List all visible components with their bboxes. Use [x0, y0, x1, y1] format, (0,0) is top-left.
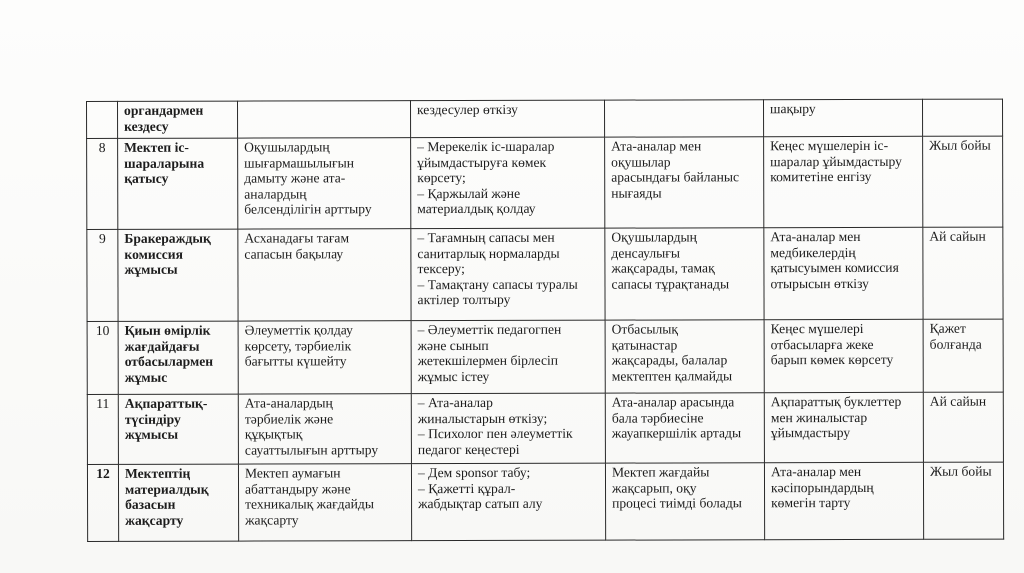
table-row	[87, 227, 1003, 321]
implementation-method-line: көмегін тарту	[771, 495, 851, 511]
expected-result-cell	[605, 463, 764, 540]
implementation-method-line: барып көмек көрсету	[770, 352, 894, 368]
deadline-line: Ай сайын	[929, 393, 987, 409]
activity-actions-line: санитарлық нормаларды	[417, 245, 560, 261]
activity-actions-line: – Әлеуметтік педагогпен	[417, 321, 562, 338]
activity-goal-line: аналардың	[244, 186, 307, 202]
implementation-method-line: комитетіне енгізу	[770, 169, 872, 185]
implementation-method-line: медбикелердің	[770, 244, 856, 260]
expected-result-cell	[604, 100, 763, 137]
activity-actions-line: жиналыстарын өткізу;	[417, 410, 548, 426]
activity-name-cell	[118, 464, 238, 541]
activity-goal-line: сауаттылығын арттыру	[244, 442, 379, 458]
activity-name-line: базасын	[125, 496, 176, 513]
deadline-cell	[922, 99, 1002, 136]
expected-result-line: арасындағы байланыс	[611, 169, 740, 185]
row-number-cell	[87, 394, 118, 464]
activity-goal-line: Ата-аналардың	[244, 395, 333, 411]
expected-result-cell	[605, 320, 764, 393]
activity-actions-cell	[411, 228, 605, 321]
activity-goal-line: техникалық жағдайды	[245, 496, 374, 512]
activity-goal-line: тәрбиелік және	[244, 410, 334, 427]
expected-result-line: жауапкершілік артады	[611, 425, 742, 441]
deadline-line: Ай сайын	[929, 228, 986, 244]
implementation-method-line: кәсіпорындардың	[770, 479, 874, 495]
activity-goal-line: құқықтық	[244, 426, 303, 442]
expected-result-line: оқушылар	[611, 154, 671, 170]
activity-name-line: Бракераждық	[124, 230, 211, 246]
activity-name-cell	[118, 138, 238, 229]
row-number-cell	[87, 229, 118, 321]
activity-actions-line: педагог кеңестері	[417, 441, 520, 457]
activity-actions-line: материалдық қолдау	[417, 201, 536, 217]
activity-name-cell	[118, 321, 238, 394]
activity-goal-cell	[238, 464, 411, 541]
expected-result-line: Ата-аналар арасында	[611, 394, 735, 410]
expected-result-line: сапасы тұрақтанады	[611, 276, 730, 292]
expected-result-line: Ата-аналар мен	[611, 138, 702, 154]
row-number-cell	[87, 138, 118, 229]
activity-actions-line: жабдықтар сатып алу	[418, 495, 543, 512]
activity-name-line: комиссия	[124, 246, 183, 262]
activity-name-line: түсіндіру	[124, 411, 181, 427]
activity-name-line: Ақпараттық-	[124, 395, 208, 411]
expected-result-line: жақсарып, оқу	[611, 479, 697, 496]
expected-result-line: процесі тиімді болады	[612, 495, 742, 511]
activity-goal-line: Оқушылардың	[244, 139, 330, 155]
activity-actions-line: ұйымдастыруға көмек	[417, 154, 547, 170]
row-number-cell	[87, 464, 118, 541]
implementation-method-line: шақыру	[770, 101, 816, 117]
row-number: 11	[96, 395, 110, 411]
activity-name-line: отбасылармен	[124, 353, 214, 370]
activity-name-line: қатысу	[124, 170, 169, 187]
expected-result-cell	[605, 137, 764, 228]
activity-name-line: Мектеп іс-	[124, 139, 189, 155]
implementation-method-cell	[764, 227, 923, 319]
activity-name-cell	[118, 229, 238, 321]
activity-actions-cell	[411, 320, 605, 394]
table-row	[87, 392, 1003, 464]
activity-actions-line: – Тағамның сапасы мен	[417, 229, 555, 246]
activity-goal-line: абаттандыру және	[244, 480, 351, 497]
activity-actions-line: актілер толтыру	[417, 292, 511, 308]
expected-result-line: Оқушылардың	[611, 229, 697, 245]
implementation-method-line: Кеңес мүшелері	[770, 320, 864, 337]
row-number-cell	[87, 321, 118, 394]
implementation-method-cell	[763, 99, 922, 136]
deadline-cell	[923, 227, 1003, 319]
row-number: 9	[98, 230, 106, 246]
activity-name-line: жақсарту	[125, 512, 184, 528]
implementation-method-line: Кеңес мүшелерін іс-	[770, 137, 889, 154]
implementation-method-line: отырысын өткізу	[770, 275, 869, 291]
activity-actions-line: тексеру;	[417, 261, 465, 277]
activity-actions-cell	[411, 137, 605, 229]
deadline-cell	[923, 462, 1003, 539]
table-row	[87, 99, 1003, 138]
implementation-method-line: ұйымдастыру	[770, 425, 851, 441]
activity-goal-line: Мектеп аумағын	[244, 465, 341, 481]
activity-actions-line: кездесулер өткізу	[417, 101, 518, 118]
activity-actions-line: көрсету;	[417, 170, 466, 186]
activity-actions-line: – Психолог пен әлеуметтік	[417, 425, 573, 442]
activity-actions-cell	[411, 393, 605, 464]
activity-actions-line: жетекшілермен бірлесіп	[417, 352, 559, 369]
row-number: 8	[98, 139, 106, 155]
expected-result-line: нығаяды	[611, 185, 662, 201]
implementation-method-line: Ата-аналар мен	[770, 463, 862, 480]
activity-name-line: материалдық	[124, 481, 209, 497]
activity-goal-line: жақсарту	[245, 512, 299, 528]
activity-goal-line: бағытты күшейту	[244, 353, 347, 369]
activity-actions-line: – Қаржылай және	[417, 185, 521, 201]
deadline-line: Қажет	[929, 320, 966, 336]
expected-result-line: мектептен қалмайды	[611, 368, 733, 384]
implementation-method-line: шаралар ұйымдастыру	[770, 153, 902, 169]
activity-goal-cell	[238, 321, 411, 394]
expected-result-line: денсаулығы	[611, 245, 681, 261]
row-number: 12	[96, 465, 110, 481]
activity-plan-table	[86, 99, 1004, 542]
implementation-method-line: отбасыларға жеке	[770, 336, 874, 352]
activity-goal-line: Асханадағы тағам	[244, 230, 350, 246]
activity-actions-cell	[411, 100, 605, 138]
activity-actions-line: – Дем sponsor табу;	[417, 464, 531, 481]
implementation-method-line: Ата-аналар мен	[770, 228, 861, 245]
activity-goal-cell	[238, 394, 411, 464]
row-number-cell	[87, 101, 118, 138]
activity-goal-cell	[238, 101, 411, 138]
activity-goal-line: белсенділігін арттыру	[244, 201, 372, 217]
activity-actions-line: – Ата-аналар	[417, 394, 493, 411]
deadline-cell	[923, 136, 1003, 227]
activity-name-cell	[118, 394, 238, 464]
expected-result-line: жақсарады, тамақ	[611, 260, 715, 276]
deadline-line: Жыл бойы	[929, 137, 991, 153]
activity-actions-line: – Тамақтану сапасы туралы	[417, 276, 578, 292]
activity-actions-line: – Қажетті құрал-	[417, 480, 516, 496]
activity-name-line: Мектептің	[124, 465, 191, 481]
activity-name-line: шараларына	[124, 155, 205, 171]
activity-goal-cell	[238, 138, 411, 229]
activity-name-line: органдармен	[124, 102, 204, 118]
expected-result-line: бала тәрбиесіне	[611, 409, 704, 426]
implementation-method-line: қатысуымен комиссия	[770, 260, 899, 276]
table-row	[87, 136, 1003, 229]
implementation-method-cell	[764, 462, 923, 539]
activity-name-line: жұмыс	[124, 369, 168, 385]
activity-actions-line: және сынып	[417, 337, 489, 353]
activity-actions-line: – Мерекелік іс-шаралар	[417, 138, 555, 155]
deadline-line: болғанда	[929, 336, 982, 352]
activity-goal-line: сапасын бақылау	[244, 245, 344, 262]
implementation-method-cell	[764, 319, 923, 392]
deadline-cell	[923, 319, 1003, 392]
row-number: 10	[95, 322, 110, 338]
expected-result-cell	[605, 228, 764, 320]
implementation-method-cell	[764, 392, 923, 462]
table-row	[87, 319, 1003, 394]
activity-name-cell	[118, 101, 238, 138]
activity-goal-cell	[238, 229, 411, 321]
activity-goal-line: дамыту және ата-	[244, 170, 346, 186]
activity-name-line: жұмысы	[124, 261, 178, 278]
table-row	[87, 462, 1003, 541]
deadline-line: Жыл бойы	[929, 463, 992, 479]
deadline-cell	[923, 392, 1003, 462]
expected-result-cell	[605, 393, 764, 463]
expected-result-line: Отбасылық	[611, 321, 679, 337]
activity-name-line: Қиын өмірлік	[124, 322, 211, 338]
expected-result-line: жақсарады, балалар	[611, 352, 728, 368]
expected-result-line: қатынастар	[611, 337, 678, 353]
activity-actions-line: жұмыс істеу	[417, 368, 490, 384]
activity-goal-line: Әлеуметтік қолдау	[244, 322, 353, 338]
implementation-method-cell	[764, 136, 923, 227]
expected-result-line: Мектеп жағдайы	[611, 464, 710, 480]
activity-goal-line: көрсету, тәрбиелік	[244, 337, 352, 354]
activity-goal-line: шығармашылығын	[244, 154, 355, 171]
activity-name-line: жұмысы	[124, 426, 179, 443]
implementation-method-line: мен жиналыстар	[770, 409, 868, 425]
activity-actions-cell	[411, 463, 605, 541]
activity-name-line: кездесу	[124, 118, 169, 134]
implementation-method-line: Ақпараттық буклеттер	[770, 393, 902, 410]
activity-name-line: жағдайдағы	[124, 338, 200, 354]
